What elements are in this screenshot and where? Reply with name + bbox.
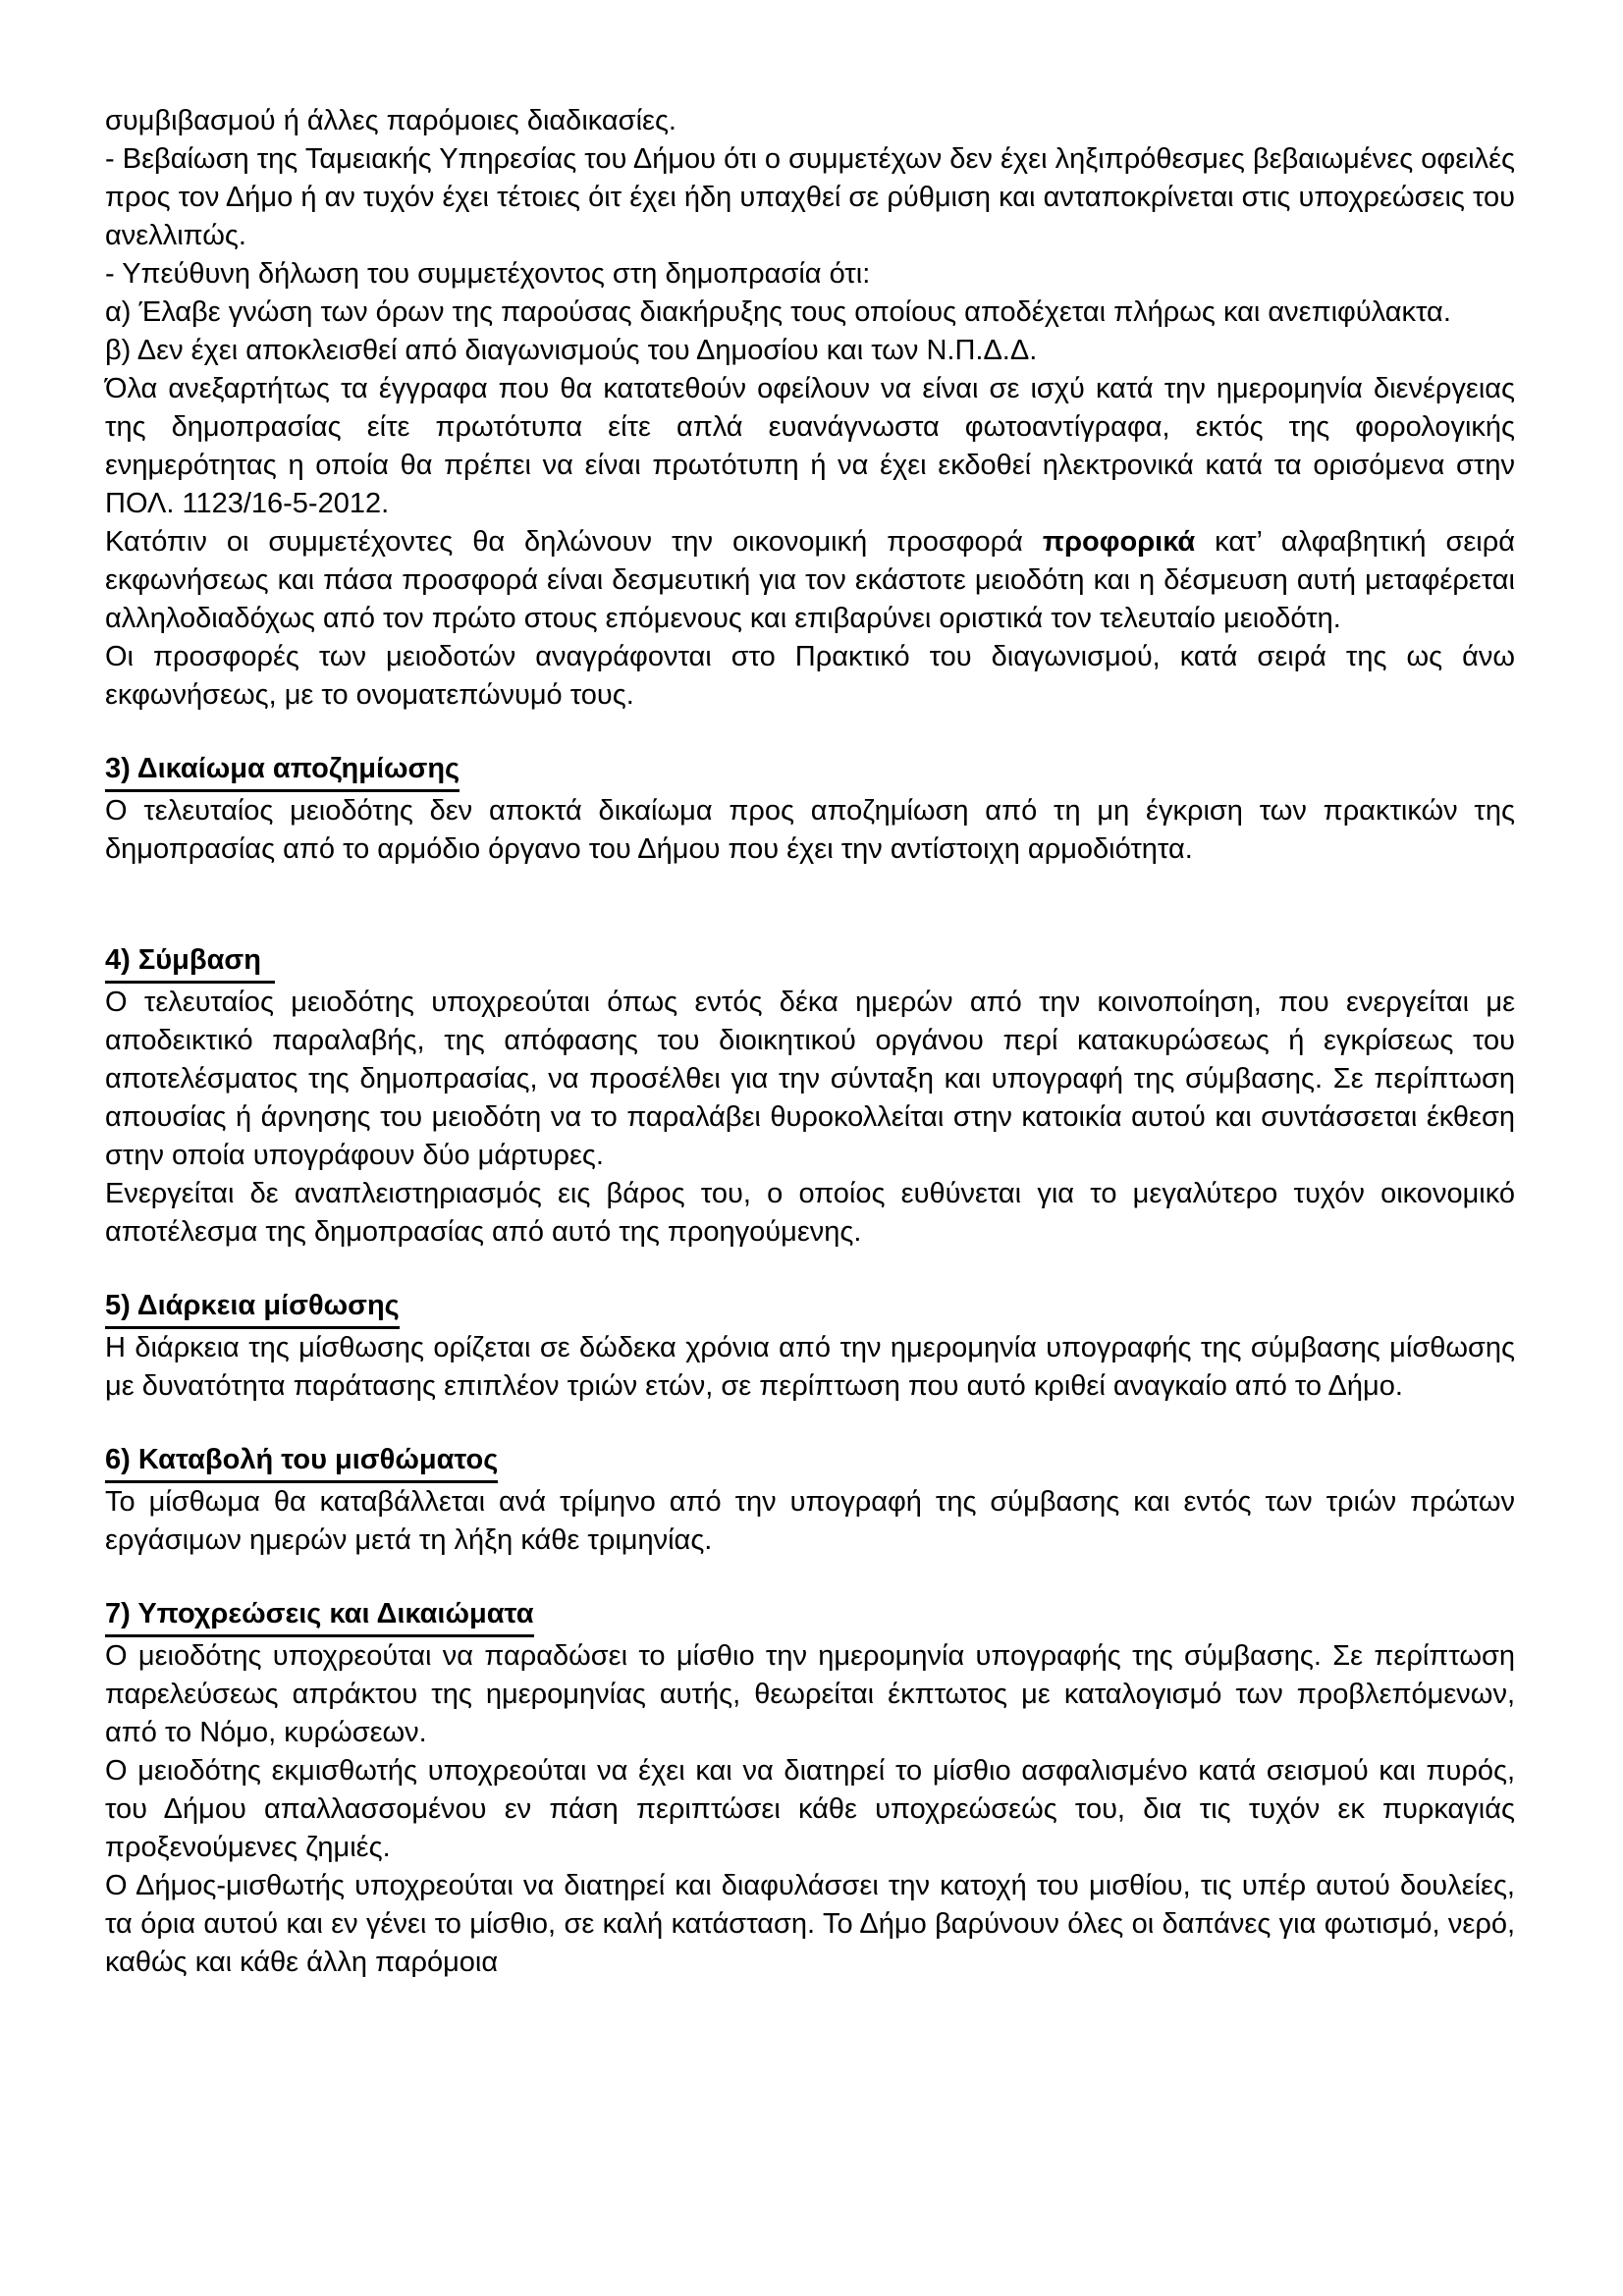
oral-offer-bold-emphasis: προφορικά: [1042, 526, 1196, 558]
intro-paragraph-continuation: συμβιβασμού ή άλλες παρόμοιες διαδικασίες.: [105, 105, 676, 136]
oral-offer-text-after: κατ’ αλφαβητική σειρά εκφωνήσεως και πάσα προσφορά είναι δεσμευτική για τον εκάστοτε μειοδότη και η δέσμευση αυτή μεταφέρεται αλληλοδιαδόχως από τον πρώτο στους επόμενους και επιβαρύνει οριστικά τον τελευταίο μειοδότη.: [105, 526, 1515, 634]
section-4-heading-label: 4) Σύμβαση: [105, 941, 275, 984]
section-5-heading: [105, 1287, 1515, 1329]
intro-paragraph-tax-certificate: - Βεβαίωση της Ταμειακής Υπηρεσίας του Δήμου ότι ο συμμετέχων δεν έχει ληξιπρόθεσμες βεβαιωμένες οφειλές προς τον Δήμο ή αν τυχόν έχει τέτοιες όιτ έχει ήδη υπαχθεί σε ρύθμιση και ανταποκρίνεται στις υποχρεώσεις του ανελλιπώς.: [105, 143, 1515, 251]
paragraph-oral-offer: [105, 523, 1515, 638]
document-body: [105, 102, 1515, 1982]
oral-offer-text-before: Κατόπιν οι συμμετέχοντες θα δηλώνουν την οικονομική προσφορά: [105, 526, 1043, 558]
intro-paragraph-item-b: β) Δεν έχει αποκλεισθεί από διαγωνισμούς του Δημοσίου και των Ν.Π.Δ.Δ.: [105, 335, 1038, 366]
section-3-heading: [105, 750, 1515, 792]
section-7-paragraph-2: Ο μειοδότης εκμισθωτής υποχρεούται να έχει και να διατηρεί το μίσθιο ασφαλισμένο κατά σεισμού και πυρός, του Δήμου απαλλασσομένου εν πάση περιπτώσει κάθε υποχρεώσεώς του, δια τις τυχόν εκ πυρκαγιάς προξενούμενες ζημιές.: [105, 1755, 1515, 1863]
section-7-heading-label: 7) Υποχρεώσεις και Δικαιώματα: [105, 1595, 534, 1637]
section-4-paragraph-2: Ενεργείται δε αναπλειστηριασμός εις βάρος του, ο οποίος ευθύνεται για το μεγαλύτερο τυχόν οικονομικό αποτέλεσμα της δημοπρασίας από αυτό της προηγούμενης.: [105, 1178, 1515, 1248]
section-3-heading-label: 3) Δικαίωμα αποζημίωσης: [105, 750, 460, 792]
section-4-heading: [105, 941, 1515, 984]
intro-paragraph-item-a: α) Έλαβε γνώση των όρων της παρούσας διακήρυξης τους οποίους αποδέχεται πλήρως και ανεπιφύλακτα.: [105, 296, 1451, 328]
intro-paragraph-documents-validity: Όλα ανεξαρτήτως τα έγγραφα που θα κατατεθούν οφείλουν να είναι σε ισχύ κατά την ημερομηνία διενέργειας της δημοπρασίας είτε πρωτότυπα είτε απλά ευανάγνωστα φωτοαντίγραφα, εκτός της φορολογικής ενημερότητας η οποία θα πρέπει να είναι πρωτότυπη ή να έχει εκδοθεί ηλεκτρονικά κατά τα ορισόμενα στην ΠΟΛ. 1123/16-5-2012.: [105, 373, 1515, 519]
section-5-heading-label: 5) Διάρκεια μίσθωσης: [105, 1287, 400, 1329]
section-6-rent-payment: [105, 1441, 1515, 1560]
paragraph-offers-record: Οι προσφορές των μειοδοτών αναγράφονται στο Πρακτικό του διαγωνισμού, κατά σειρά της ως άνω εκφωνήσεως, με το ονοματεπώνυμό τους.: [105, 641, 1515, 711]
section-6-heading-label: 6) Καταβολή του μισθώματος: [105, 1441, 498, 1483]
section-7-paragraph-1: Ο μειοδότης υποχρεούται να παραδώσει το μίσθιο την ημερομηνία υπογραφής της σύμβασης. Σε περίπτωση παρελεύσεως απράκτου της ημερομηνίας αυτής, θεωρείται έκπτωτος με καταλογισμό των προβλεπόμενων, από το Νόμο, κυρώσεων.: [105, 1640, 1515, 1748]
section-4-contract: [105, 941, 1515, 1252]
section-3-compensation: [105, 750, 1515, 869]
section-7-heading: [105, 1595, 1515, 1637]
section-6-heading: [105, 1441, 1515, 1483]
section-4-paragraph-1: Ο τελευταίος μειοδότης υποχρεούται όπως εντός δέκα ημερών από την κοινοποίηση, που ενεργείται με αποδεικτικό παραλαβής, της απόφασης του διοικητικού οργάνου περί κατακυρώσεως ή εγκρίσεως του αποτελέσματος της δημοπρασίας, να προσέλθει για την σύνταξη και υπογραφή της σύμβασης. Σε περίπτωση απουσίας ή άρνησης του μειοδότη να το παραλάβει θυροκολλείται στην κατοικία αυτού και συντάσσεται έκθεση στην οποία υπογράφουν δύο μάρτυρες.: [105, 987, 1515, 1171]
section-7-paragraph-3: Ο Δήμος-μισθωτής υποχρεούται να διατηρεί και διαφυλάσσει την κατοχή του μισθίου, τις υπέρ αυτού δουλείες, τα όρια αυτού και εν γένει το μίσθιο, σε καλή κατάσταση. Το Δήμο βαρύνουν όλες οι δαπάνες για φωτισμό, νερό, καθώς και κάθε άλλη παρόμοια: [105, 1870, 1515, 1978]
section-3-paragraph: Ο τελευταίος μειοδότης δεν αποκτά δικαίωμα προς αποζημίωση από τη μη έγκριση των πρακτικών της δημοπρασίας από το αρμόδιο όργανο του Δήμου που έχει την αντίστοιχη αρμοδιότητα.: [105, 795, 1515, 865]
section-5-lease-duration: [105, 1287, 1515, 1406]
intro-paragraph-declaration: - Υπεύθυνη δήλωση του συμμετέχοντος στη δημοπρασία ότι:: [105, 258, 871, 290]
section-6-paragraph: Το μίσθωμα θα καταβάλλεται ανά τρίμηνο από την υπογραφή της σύμβασης και εντός των τριών πρώτων εργάσιμων ημερών μετά τη λήξη κάθε τριμηνίας.: [105, 1486, 1515, 1556]
section-5-paragraph: Η διάρκεια της μίσθωσης ορίζεται σε δώδεκα χρόνια από την ημερομηνία υπογραφής της σύμβασης μίσθωσης με δυνατότητα παράτασης επιπλέον τριών ετών, σε περίπτωση που αυτό κριθεί αναγκαίο από το Δήμο.: [105, 1332, 1515, 1402]
section-7-obligations-rights: [105, 1595, 1515, 1982]
